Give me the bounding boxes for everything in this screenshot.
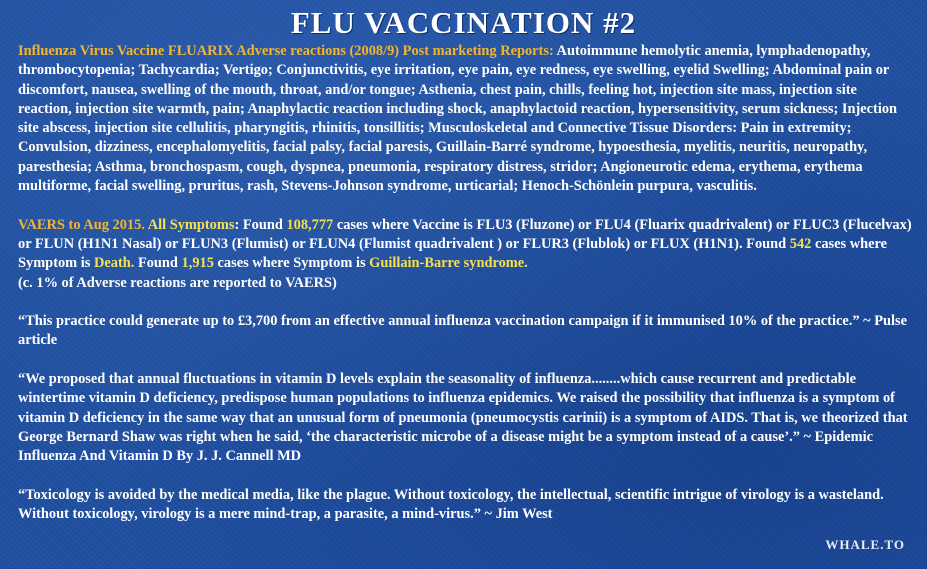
all-symptoms-label: All Symptoms — [147, 216, 235, 233]
adverse-reactions-paragraph — [18, 42, 913, 196]
vaers-reporting-note: (c. 1% of Adverse reactions are reported to VAERS) — [18, 274, 337, 291]
jim-west-quote: “Toxicology is avoided by the medical media, like the plague. Without toxicology, the intellectual, scientific intrigue of virology is a wasteland. Without toxicology, virology is a mere mind-trap, a parasite, a mind-virus.” ~ Jim West — [18, 486, 884, 523]
pulse-article-quote: “This practice could generate up to £3,700 from an effective annual influenza vaccination campaign if it immunised 10% of the practice.” ~ Pulse article — [18, 313, 907, 349]
main-content — [18, 42, 913, 544]
gbs-label: Guillain-Barre syndrome. — [369, 255, 528, 272]
total-cases-count: 108,777 — [286, 216, 334, 233]
adverse-reactions-list: Autoimmune hemolytic anemia, lymphadenopathy, thrombocytopenia; Tachycardia; Vertigo; Conjunctivitis, eye irritation, eye pain, eye redness, eye swelling, eyelid Swelling; Abdominal pain or discomfort, nausea, swelling of the mouth, throat, and/or tongue; Asthenia, chest pain, chills, feeling hot, injection site mass, injection site reaction, injection site warmth, pain; Anaphylactic reaction including shock, anaphylactoid reaction, hypersensitivity, serum sickness; Injection site abscess, injection site cellulitis, pharyngitis, rhinitis, tonsillitis; Musculoskeletal and Connective Tissue Disorders: Pain in extremity; Convulsion, dizziness, encephalomyelitis, facial palsy, facial paresis, Guillain-Barré syndrome, hypoesthesia, myelitis, neuritis, neuropathy, paresthesia; Asthma, bronchospasm, cough, dyspnea, pneumonia, respiratory distress, stridor; Angioneurotic edema, erythema, erythema multiforme, facial swelling, pruritus, rash, Stevens-Johnson syndrome, urticarial; Henoch-Schönlein purpura, vasculitis. — [18, 43, 898, 195]
gbs-cases-count: 1,915 — [181, 255, 214, 272]
vaers-paragraph: VAERS to Aug 2015. All Symptoms: Found 108,777 cases where Vaccine is FLU3 (Fluzone) or FLU4 (Fluarix quadrivalent) or FLUC3 (Flucelvax) or FLUN (H1N1 Nasal) or FLUN3 (Flumist) or FLUN4 (Flumist quadrivalent ) or FLUR3 (Flublok) or FLUX (H1N1). Found 542 cases where Symptom is Death. Found 1,915 cases where Symptom is Guillain-Barre syndrome. (c. 1% of Adverse reactions are reported to VAERS) — [18, 216, 912, 291]
death-cases-count: 542 — [789, 235, 812, 252]
cannell-quote: “We proposed that annual fluctuations in vitamin D levels explain the seasonality of influenza........which cause recurrent and predictable wintertime vitamin D deficiency, predispose human populations to influenza epidemics. We raised the possibility that influenza is a symptom of vitamin D deficiency in the same way that an unusual form of pneumonia (pneumocystis carinii) is a symptom of AIDS. That is, we theorized that George Bernard Shaw was right when he said, ‘the characteristic microbe of a disease might be a symptom instead of a cause’.” ~ Epidemic Influenza And Vitamin D By J. J. Cannell MD — [18, 371, 908, 465]
page-title: FLU VACCINATION #2 — [290, 5, 637, 40]
vaers-heading: VAERS to Aug 2015. — [18, 216, 145, 233]
adverse-reactions-heading: Influenza Virus Vaccine FLUARIX Adverse reactions (2008/9) Post marketing Reports: — [18, 43, 554, 59]
whale-to-watermark: WHALE.TO — [825, 537, 905, 552]
death-label: Death. — [93, 255, 135, 272]
